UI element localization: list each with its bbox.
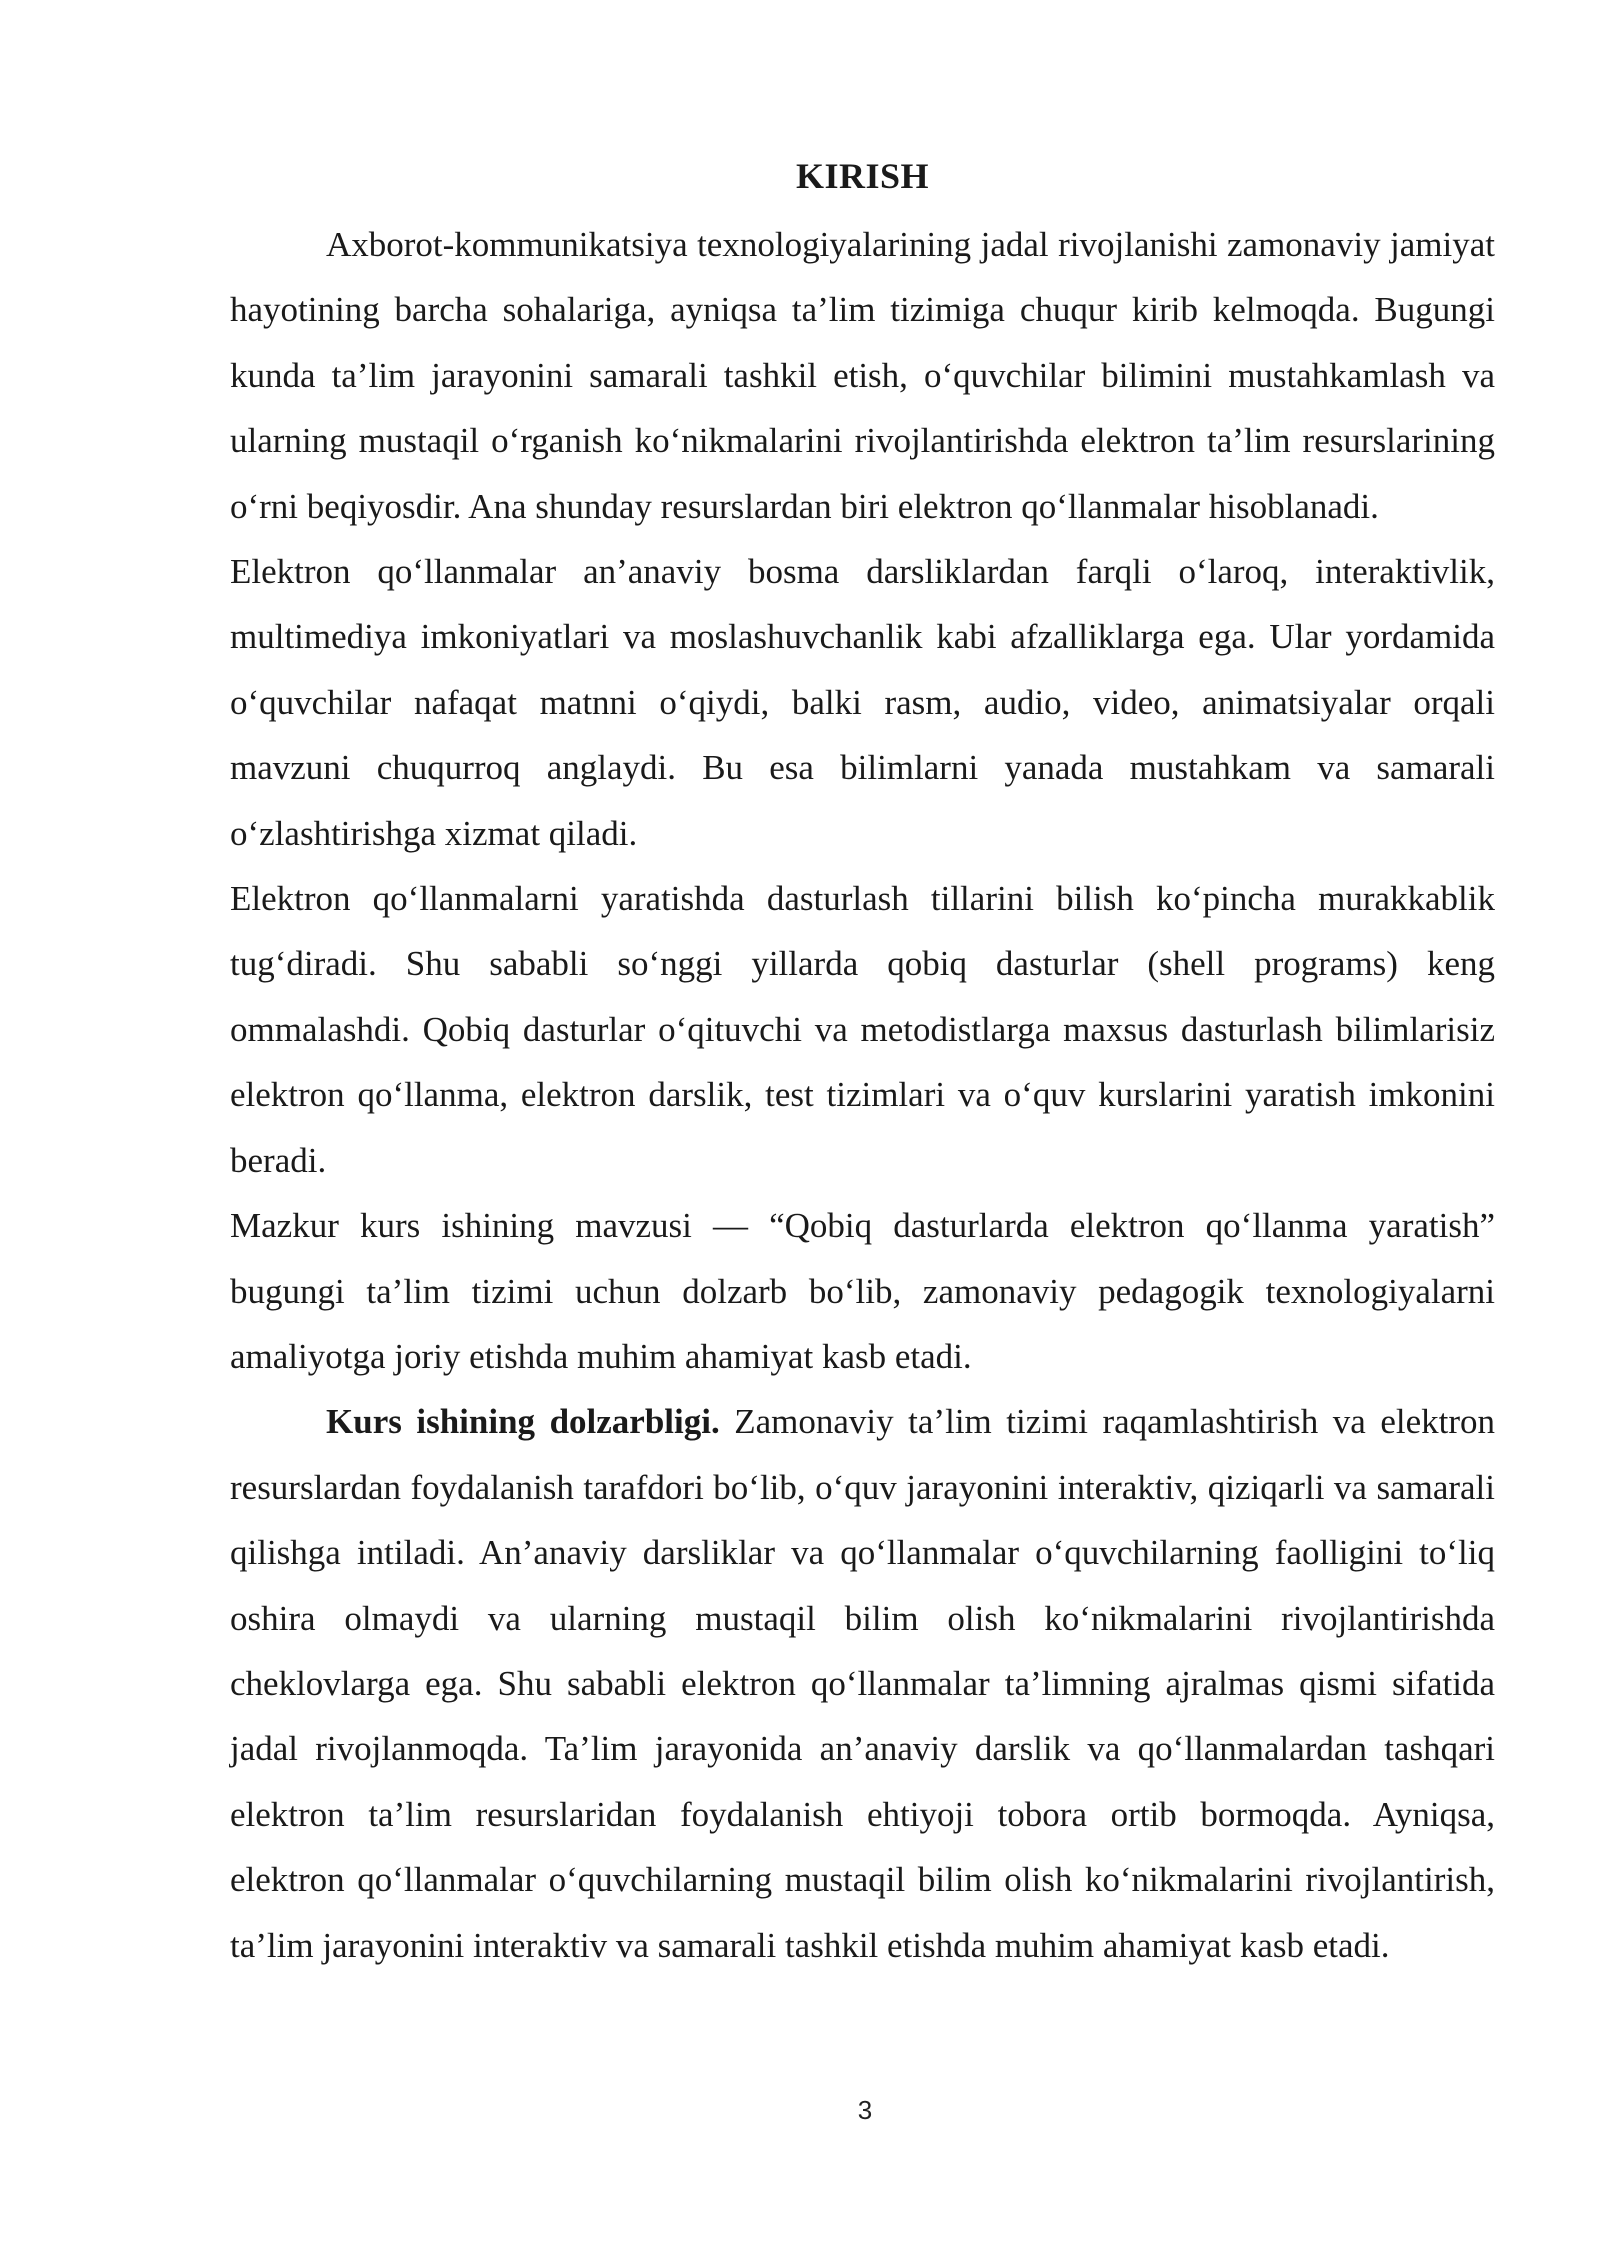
section-heading: KIRISH <box>795 156 930 196</box>
page-number: 3 <box>857 2095 873 2125</box>
intro-paragraph: Axborot-kommunikatsiya texnologiyalarining jadal rivojlanishi zamonaviy jamiyat hayotining barcha sohalariga, ayniqsa ta’lim tizimiga chuqur kirib kelmoqda. Bugungi kunda ta’lim jarayonini samarali tashkil etish, o‘quvchilar bilimini mustahkamlash va ularning mustaqil o‘rganish ko‘nikmalarini rivojlantirishda elektron ta’lim resurslarining o‘rni beqiyosdir. Ana shunday resurslardan biri elektron qo‘llanmalar hisoblanadi. <box>230 225 1495 526</box>
body-paragraph-2: Elektron qo‘llanmalar an’anaviy bosma darsliklardan farqli o‘laroq, interaktivlik, multimediya imkoniyatlari va moslashuvchanlik kabi afzalliklarga ega. Ular yordamida o‘quvchilar nafaqat matnni o‘qiydi, balki rasm, audio, video, animatsiyalar orqali mavzuni chuqurroq anglaydi. Bu esa bilimlarni yanada mustahkam va samarali o‘zlashtirishga xizmat qiladi. <box>230 552 1495 853</box>
relevance-text: Zamonaviy ta’lim tizimi raqamlashtirish va elektron resurslardan foydalanish tarafdori bo‘lib, o‘quv jarayonini interaktiv, qiziqarli va samarali qilishga intiladi. An’anaviy darsliklar va qo‘llanmalar o‘quvchilarning faolligini to‘liq oshira olmaydi va ularning mustaqil bilim olish ko‘nikmalarini rivojlantirishda cheklovlarga ega. Shu sababli elektron qo‘llanmalar ta’limning ajralmas qismi sifatida jadal rivojlanmoqda. Ta’lim jarayonida an’anaviy darslik va qo‘llanmalardan tashqari elektron ta’lim resurslaridan foydalanish ehtiyoji tobora ortib bormoqda. Ayniqsa, elektron qo‘llanmalar o‘quvchilarning mustaqil bilim olish ko‘nikmalarini rivojlantirish, ta’lim jarayonini interaktiv va samarali tashkil etishda muhim ahamiyat kasb etadi. <box>230 1402 1495 1965</box>
body-paragraph-3: Elektron qo‘llanmalarni yaratishda dasturlash tillarini bilish ko‘pincha murakkablik tug‘diradi. Shu sababli so‘nggi yillarda qobiq dasturlar (shell programs) keng ommalashdi. Qobiq dasturlar o‘qituvchi va metodistlarga maxsus dasturlash bilimlarisiz elektron qo‘llanma, elektron darslik, test tizimlari va o‘quv kurslarini yaratish imkonini beradi. <box>230 879 1495 1180</box>
page-body <box>230 148 1495 1978</box>
relevance-paragraph <box>230 1389 1495 1978</box>
body-paragraph-4: Mazkur kurs ishining mavzusi — “Qobiq dasturlarda elektron qo‘llanma yaratish” bugungi ta’lim tizimi uchun dolzarb bo‘lib, zamonaviy pedagogik texnologiyalarni amaliyotga joriy etishda muhim ahamiyat kasb etadi. <box>230 1206 1495 1376</box>
relevance-title: Kurs ishining dolzarbligi. <box>326 1402 720 1442</box>
